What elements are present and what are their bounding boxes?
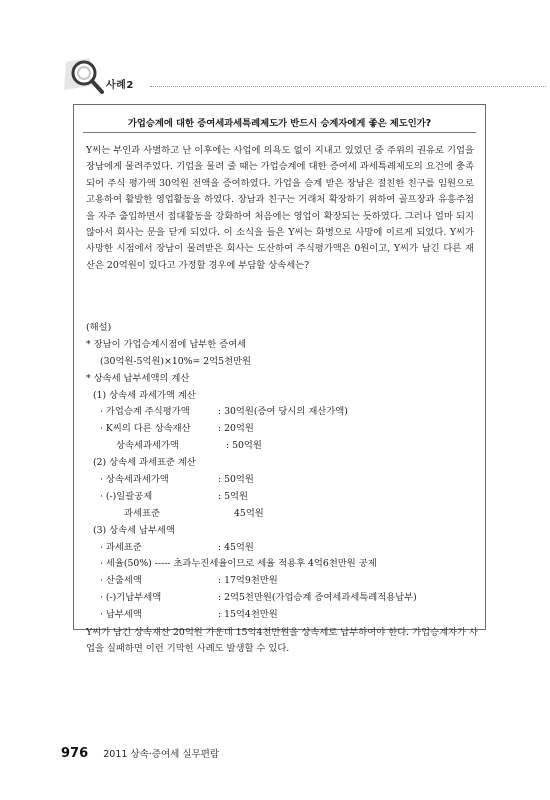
- calc-label: · 상속세과세가액: [100, 474, 169, 486]
- case-box: [73, 104, 486, 655]
- solution-heading: (해설): [86, 322, 112, 333]
- calc-row: [86, 540, 478, 557]
- calc-row: [86, 556, 478, 573]
- header-divider: [150, 86, 546, 87]
- calc-value: : 2억5천만원(가업승계 증여세과세특례적용납부): [218, 592, 417, 604]
- book-title: 2011 상속·증여세 실무편람: [103, 749, 220, 760]
- calc-label: · 과세표준: [100, 541, 142, 553]
- gift-tax-calc: (30억원-5억원)×10%= 2억5천만원: [100, 355, 252, 367]
- gift-tax-title: * 장남이 가업승계시점에 납부한 증여세: [86, 338, 247, 350]
- calc-row: [86, 506, 478, 523]
- calc-value: : 5억원: [218, 490, 248, 502]
- calc-row: [86, 573, 478, 590]
- calc-label: · (-)일괄공제: [100, 490, 153, 502]
- calc-value: : 45억원: [218, 541, 254, 553]
- calc-label: 상속세과세가액: [116, 440, 179, 452]
- calc-value: : 17억9천만원: [218, 575, 278, 587]
- calc-row: [86, 607, 478, 624]
- page-number: 976: [61, 746, 89, 761]
- calc-value: 45억원: [234, 507, 264, 519]
- magnifier-icon: [60, 56, 108, 100]
- calc-value: : 15억4천만원: [218, 609, 278, 621]
- calc-label: · 세율(50%) -----: [100, 558, 171, 570]
- calc-label: · 납부세액: [100, 609, 142, 621]
- calc-row: [86, 421, 478, 438]
- section-title: (3) 상속세 납부세액: [93, 524, 175, 536]
- calc-row: [86, 489, 478, 506]
- page-footer: [61, 742, 219, 760]
- calc-value: : 50억원: [226, 440, 262, 452]
- conclusion: Y씨가 남긴 상속재산 20억원 가운데 15억4천만원을 상속세로 납부하여야 한다. 가업승계자가 사업을 실패하면 이런 기막힌 사례도 발생할 수 있다.: [86, 627, 478, 655]
- case-header: [60, 56, 500, 96]
- calc-label: · 가업승계 주식평가액: [100, 406, 190, 418]
- case-title: 가업승계에 대한 증여세과세특례제도가 반드시 승계자에게 좋은 제도인가?: [127, 118, 432, 129]
- case-question: Y씨는 부인과 사별하고 난 이후에는 사업에 의욕도 없이 지내고 있었던 중 주위의 권유로 기업을 장남에게 물려주었다. 기업을 물려 줄 때는 가업승계에 대한 증여세 과세특례제도의 요건에 충족되어 주식 평가액 30억원 전액을 증여하였다. 가업을 승계 받은 장남은 절친한 친구를 임원으로 고용하여 활발한 영업활동을 하였다. 장남과 친구는 거래처 확장하기 위하여 골프장과 유흥주점을 자주 출입하면서 접대활동을 강화하여 처음에는 영업이 확장되는 듯하였다. 그러나 얼마 되지 않아서 회사는 문을 닫게 되었다. 이 소식을 들은 Y씨는 화병으로 사망에 이르게 되었다. Y씨가 사망한 시점에서 장남이 물려받은 회사는 도산하여 주식평가액은 0원이고, Y씨가 남긴 다른 재산은 20억원이 있다고 가정할 경우에 부담할 상속세는?: [86, 145, 474, 271]
- solution: [86, 320, 478, 658]
- calc-label: · 산출세액: [100, 575, 142, 587]
- calc-value: : 20억원: [218, 423, 254, 435]
- calc-label: · (-)기납부세액: [100, 592, 162, 604]
- calc-row: [86, 590, 478, 607]
- calc-label: 과세표준: [124, 507, 160, 519]
- inheritance-title: * 상속세 납부세액의 계산: [86, 372, 190, 384]
- calc-value: : 30억원(증여 당시의 재산가액): [218, 406, 348, 418]
- calc-row: [86, 472, 478, 489]
- calc-row: [86, 438, 478, 455]
- calc-value: 초과누진세율이므로 세율 적용후 4억6천만원 공제: [173, 558, 377, 570]
- case-label: 사례2: [106, 80, 134, 91]
- section-title: (1) 상속세 과세가액 계산: [93, 389, 196, 401]
- calc-value: : 50억원: [218, 474, 254, 486]
- section-title: (2) 상속세 과세표준 계산: [93, 457, 196, 469]
- calc-label: · K씨의 다른 상속재산: [100, 423, 191, 435]
- calc-row: [86, 404, 478, 421]
- title-divider: [83, 132, 476, 133]
